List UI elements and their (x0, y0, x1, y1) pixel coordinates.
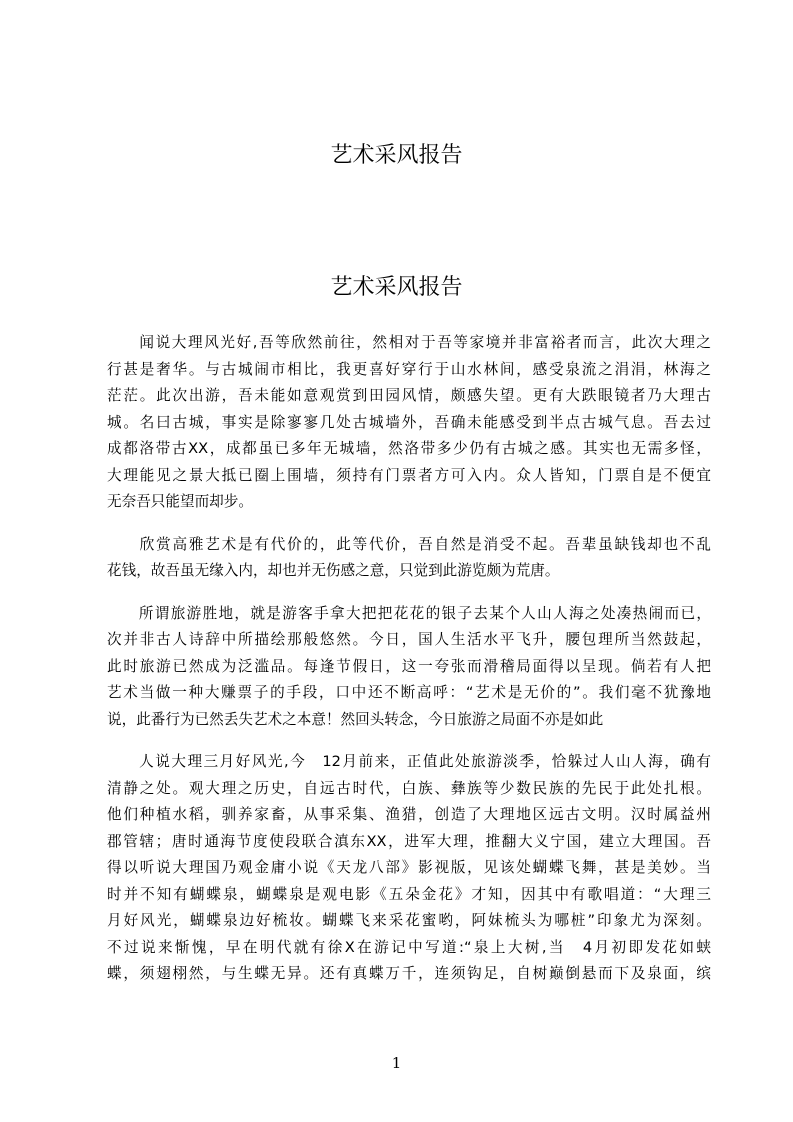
text-line: 说，此番行为已然丢失艺术之本意！然回头转念，今日旅游之局面不亦是如此 (107, 710, 604, 728)
document-body (107, 330, 711, 1004)
page-number: 1 (391, 1054, 402, 1072)
text-line: 行甚是奢华。与古城闹市相比，我更喜好穿行于山水林间，感受泉流之涓涓，林海之 (107, 360, 711, 378)
text-line: 不过说来惭愧，早在明代就有徐X在游记中写道:“泉上大树,当 4月初即发花如蛱 (107, 938, 711, 956)
text-line: 此时旅游已然成为泛滥品。每逢节假日，这一夸张而滑稽局面得以呈现。倘若有人把 (107, 657, 711, 675)
text-line: 花钱，故吾虽无缘入内，却也并无伤感之意，只觉到此游览颇为荒唐。 (107, 562, 560, 579)
text-line: 月好风光，蝴蝶泉边好梳妆。蝴蝶飞来采花蜜哟，阿妹梳头为哪桩”印象尤为深刻。 (107, 912, 711, 929)
text-line: 时并不知有蝴蝶泉，蝴蝶泉是观电影《五朵金花》才知，因其中有歌唱道：“大理三 (107, 885, 711, 903)
text-line: 得以听说大理国乃观金庸小说《天龙八部》影视版，见该处蝴蝶飞舞，甚是美妙。当 (107, 859, 711, 876)
text-line: 所谓旅游胜地，就是游客手拿大把把花花的银子去某个人山人海之处凑热闹而已， (107, 604, 711, 622)
text-line: 蝶，须翅栩然，与生蝶无异。还有真蝶万千，连须钩足，自树巅倒悬而下及泉面，缤 (107, 965, 711, 982)
paragraph (107, 749, 711, 988)
text-line: 成都洛带古XX，成都虽已多年无城墙，然洛带多少仍有古城之感。其实也无需多怪， (107, 440, 711, 457)
text-line: 无奈吾只能望而却步。 (107, 493, 253, 510)
text-line: 他们种植水稻，驯养家畜，从事采集、渔猎，创造了大理地区远古文明。汉时属益州 (107, 806, 711, 823)
text-line: 次并非古人诗辞中所描绘那般悠然。今日，国人生活水平飞升，腰包理所当然鼓起， (107, 631, 711, 648)
header-title: 艺术采风报告 (330, 143, 463, 168)
paragraph (107, 330, 711, 516)
paragraph (107, 532, 711, 585)
text-line: 大理能见之景大抵已圈上围墙，须持有门票者方可入内。众人皆知，门票自是不便宜 (107, 466, 711, 484)
text-line: 城。名曰古城，事实是除寥寥几处古城墙外，吾确未能感受到半点古城气息。吾去过 (107, 413, 711, 431)
paragraph (107, 601, 711, 734)
text-line: 欣赏高雅艺术是有代价的，此等代价，吾自然是消受不起。吾辈虽缺钱却也不乱 (107, 535, 711, 553)
document-title: 艺术采风报告 (330, 275, 463, 300)
text-line: 清静之处。观大理之历史，自远古时代，白族、彝族等少数民族的先民于此处扎根。 (107, 779, 711, 797)
text-line: 茫茫。此次出游，吾未能如意观赏到田园风情，颇感失望。更有大跌眼镜者乃大理古 (107, 387, 711, 404)
text-line: 郡管辖；唐时通海节度使段联合滇东XX，进军大理，推翻大义宁国，建立大理国。吾 (107, 832, 711, 850)
text-line: 艺术当做一种大赚票子的手段，口中还不断高呼：“艺术是无价的”。我们毫不犹豫地 (107, 684, 711, 701)
text-line: 人说大理三月好风光,今 12月前来，正值此处旅游淡季，恰躲过人山人海，确有 (107, 753, 711, 770)
text-line: 闻说大理风光好,吾等欣然前往，然相对于吾等家境并非富裕者而言，此次大理之 (107, 334, 711, 351)
